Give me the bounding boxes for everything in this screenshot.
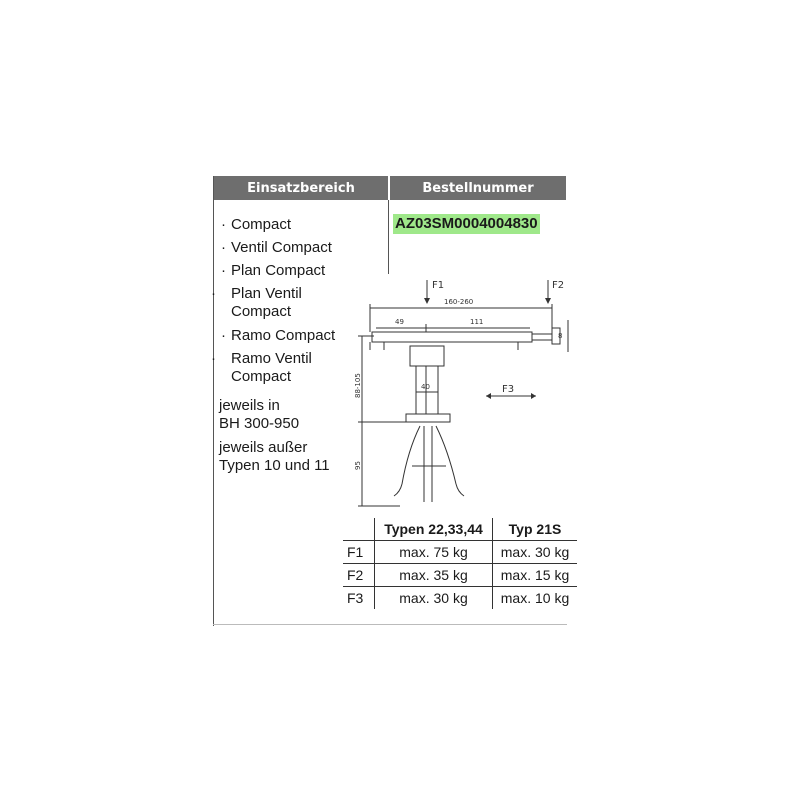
table-header-cell: Typen 22,33,44 [375,518,493,541]
dim-height-label: 88-105 [354,373,362,398]
list-item-label: Plan Compact [231,262,326,279]
left-border [213,176,214,626]
list-item: · Compact [221,216,292,233]
table-row [343,564,577,587]
table-cell: max. 15 kg [493,564,578,587]
list-item-label: Ventil Compact [231,239,332,256]
dim-side-label: 8 [558,332,563,340]
table-cell-force: F1 [343,541,375,564]
note-except-line2: Typen 10 und 11 [219,457,330,474]
dim-49-label: 49 [395,318,404,326]
header-einsatzbereich-label: Einsatzbereich [247,180,355,196]
table-header-cell: Typ 21S [508,521,562,537]
list-item: · Ramo Ventil Compact [211,350,312,385]
f2-label: F2 [552,280,565,291]
note-range-line1: jeweils in [219,397,280,414]
list-item: · Ventil Compact [221,239,332,256]
note-range-line2: BH 300-950 [219,415,300,432]
table-header-row [343,518,577,541]
header-einsatzbereich [214,176,388,200]
table-cell: max. 30 kg [493,541,578,564]
table-cell-force: F3 [343,587,375,610]
load-spec-table [343,518,577,609]
dim-top-label: 160-260 [444,298,474,306]
list-item-label: Ramo Compact [231,327,336,344]
f3-label: F3 [502,384,515,395]
table-cell: max. 10 kg [493,587,578,610]
table-header-cell [343,518,375,541]
list-item-label: Ramo Ventil Compact [231,350,312,385]
table-cell-force: F2 [343,564,375,587]
header-bestellnummer-label: Bestellnummer [422,180,534,196]
list-item: · Plan Compact [221,262,326,279]
bottom-rule [213,624,567,625]
list-item-label: Plan Ventil Compact [231,285,302,320]
dim-111-label: 111 [470,318,484,326]
column-divider [388,200,389,274]
table-row [343,587,577,610]
order-number[interactable]: AZ03SM0004004830 [395,215,538,232]
table-cell: max. 75 kg [375,541,493,564]
list-item-label: Compact [231,216,292,233]
table-cell: max. 30 kg [375,587,493,610]
header-bestellnummer [390,176,566,200]
note-except-line1: jeweils außer [219,439,308,456]
technical-drawing [340,270,580,515]
table-cell: max. 35 kg [375,564,493,587]
list-item: · Plan Ventil Compact [211,285,302,320]
list-item: · Ramo Compact [221,327,336,344]
table-row [343,541,577,564]
dim-40-label: 40 [421,383,430,391]
dim-95-label: 95 [354,461,362,470]
f1-label: F1 [432,280,445,291]
